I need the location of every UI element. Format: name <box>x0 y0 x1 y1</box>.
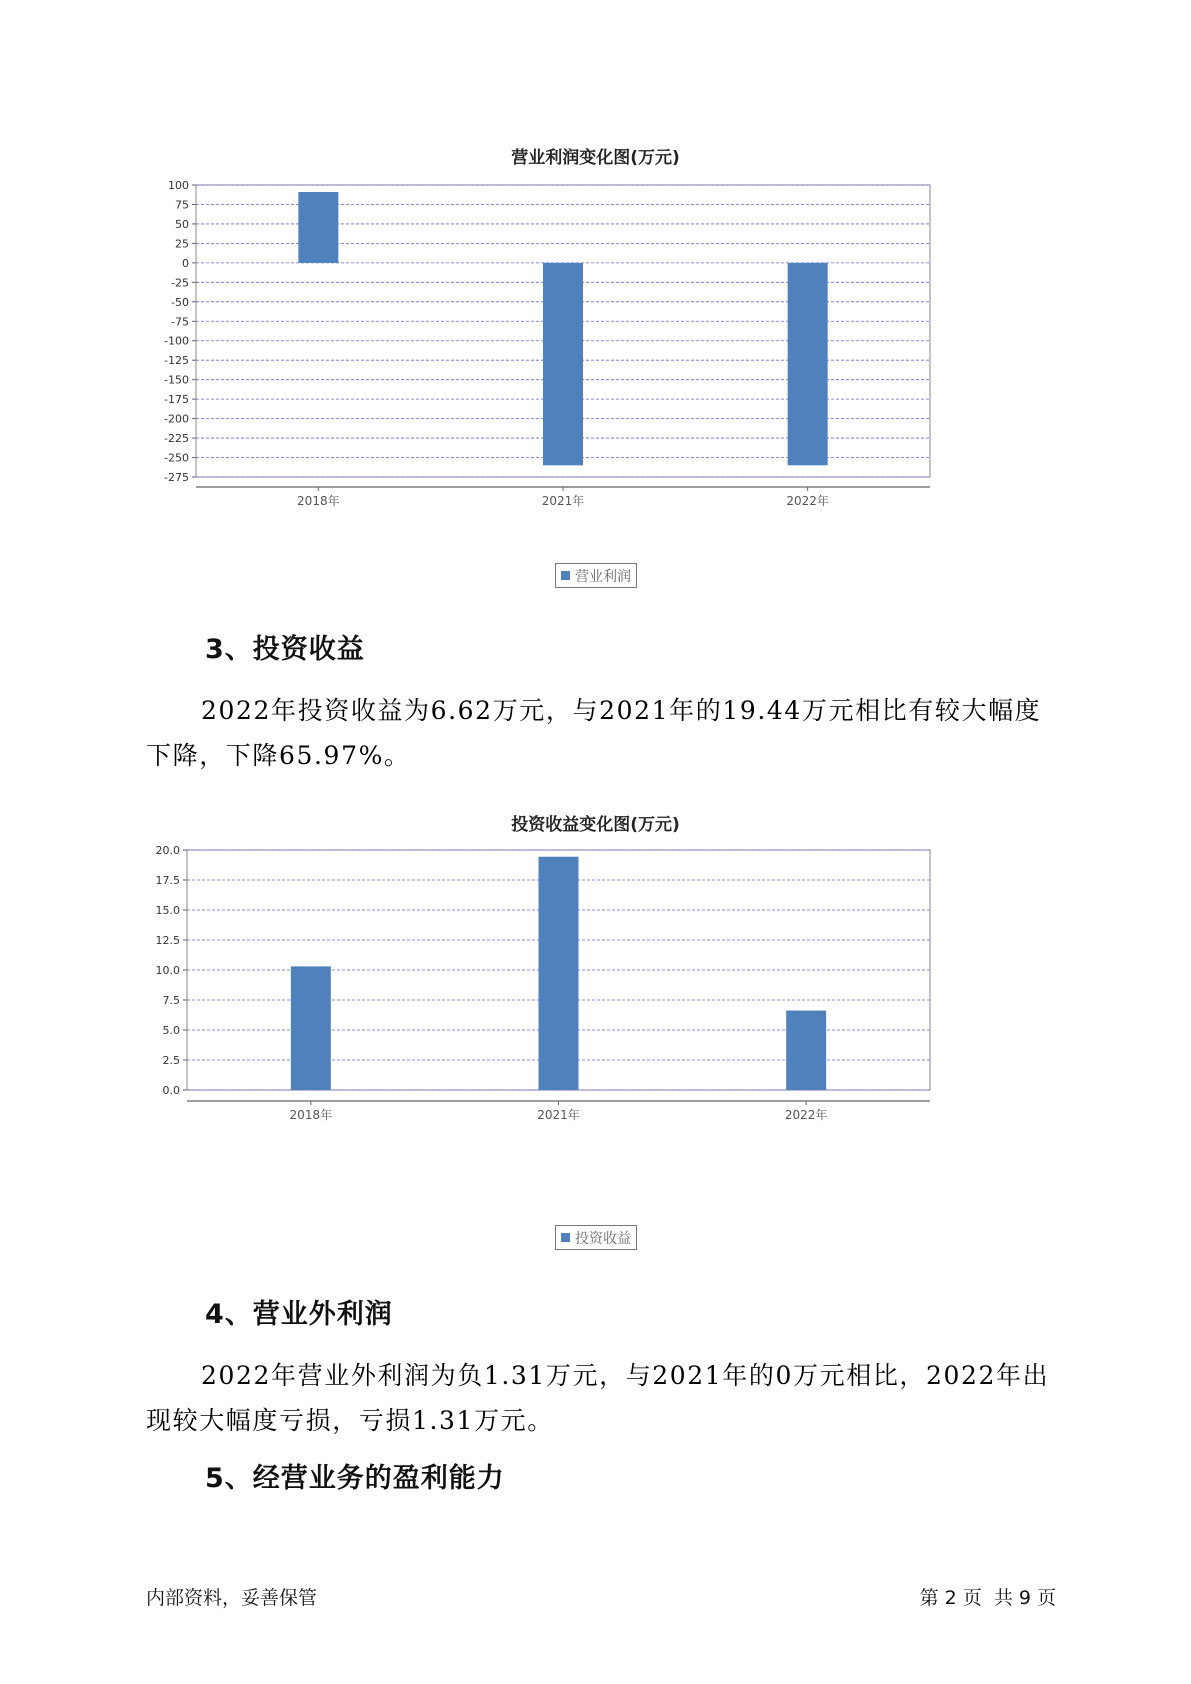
y-tick-label: -275 <box>164 471 189 484</box>
chart2-legend-label: 投资收益 <box>575 1230 631 1247</box>
y-tick-label: 7.5 <box>162 994 180 1007</box>
footer-confidential: 内部资料，妥善保管 <box>146 1587 318 1609</box>
y-tick-label: -150 <box>164 373 189 387</box>
operating-profit-chart <box>150 180 1030 525</box>
y-tick-label: -25 <box>171 276 189 290</box>
y-tick-label: 15.0 <box>155 904 180 917</box>
chart1-legend <box>555 563 637 588</box>
x-tick-label: 2021年 <box>541 494 585 508</box>
y-tick-label: -250 <box>164 451 189 465</box>
bar-2018年 <box>291 966 331 1090</box>
x-tick-label: 2021年 <box>537 1108 580 1122</box>
chart1-legend-label: 营业利润 <box>575 568 631 585</box>
y-tick-label: -175 <box>164 393 189 407</box>
bar-2021年 <box>539 857 579 1090</box>
bar-2018年 <box>298 192 338 263</box>
y-tick-label: -225 <box>164 432 189 446</box>
y-tick-label: 5.0 <box>162 1024 180 1037</box>
section-4-heading: 4、营业外利润 <box>205 1299 393 1330</box>
bar-2022年 <box>786 1011 826 1090</box>
chart2-legend <box>555 1225 637 1250</box>
bar-2022年 <box>788 263 828 465</box>
y-tick-label: -75 <box>171 315 189 329</box>
y-tick-label: -200 <box>164 412 189 426</box>
section-3-text: 2022年投资收益为6.62万元，与2021年的19.44万元相比有较大幅度下降，下降65.97%。 <box>146 696 1042 770</box>
x-tick-label: 2022年 <box>784 1108 828 1122</box>
legend-swatch <box>561 571 570 580</box>
section-3-heading: 3、投资收益 <box>205 634 365 665</box>
chart1-title: 营业利润变化图(万元) <box>511 148 680 168</box>
y-tick-label: 0.0 <box>162 1084 180 1097</box>
y-tick-label: 100 <box>168 179 189 192</box>
y-tick-label: 25 <box>175 237 189 251</box>
y-tick-label: 12.5 <box>155 934 180 947</box>
y-tick-label: 10.0 <box>155 964 180 977</box>
x-tick-label: 2018年 <box>289 1108 333 1122</box>
footer-page-number: 第 2 页 共 9 页 <box>919 1587 1056 1609</box>
y-tick-label: -100 <box>164 334 189 348</box>
legend-swatch <box>561 1233 570 1242</box>
section-4-text: 2022年营业外利润为负1.31万元，与2021年的0万元相比，2022年出现较大幅度亏损，亏损1.31万元。 <box>146 1361 1050 1435</box>
y-tick-label: -50 <box>171 295 189 309</box>
y-tick-label: 75 <box>175 198 189 212</box>
section-5-heading: 5、经营业务的盈利能力 <box>205 1463 505 1494</box>
bar-2021年 <box>543 263 583 465</box>
y-tick-label: -125 <box>164 354 189 368</box>
y-tick-label: 50 <box>175 217 189 231</box>
investment-income-chart <box>150 845 1030 1215</box>
x-tick-label: 2022年 <box>786 494 829 508</box>
y-tick-label: 20.0 <box>155 844 180 857</box>
y-tick-label: 0 <box>182 256 189 270</box>
y-tick-label: 17.5 <box>155 874 180 887</box>
chart2-title: 投资收益变化图(万元) <box>511 815 680 835</box>
y-tick-label: 2.5 <box>162 1054 180 1067</box>
x-tick-label: 2018年 <box>297 494 340 508</box>
